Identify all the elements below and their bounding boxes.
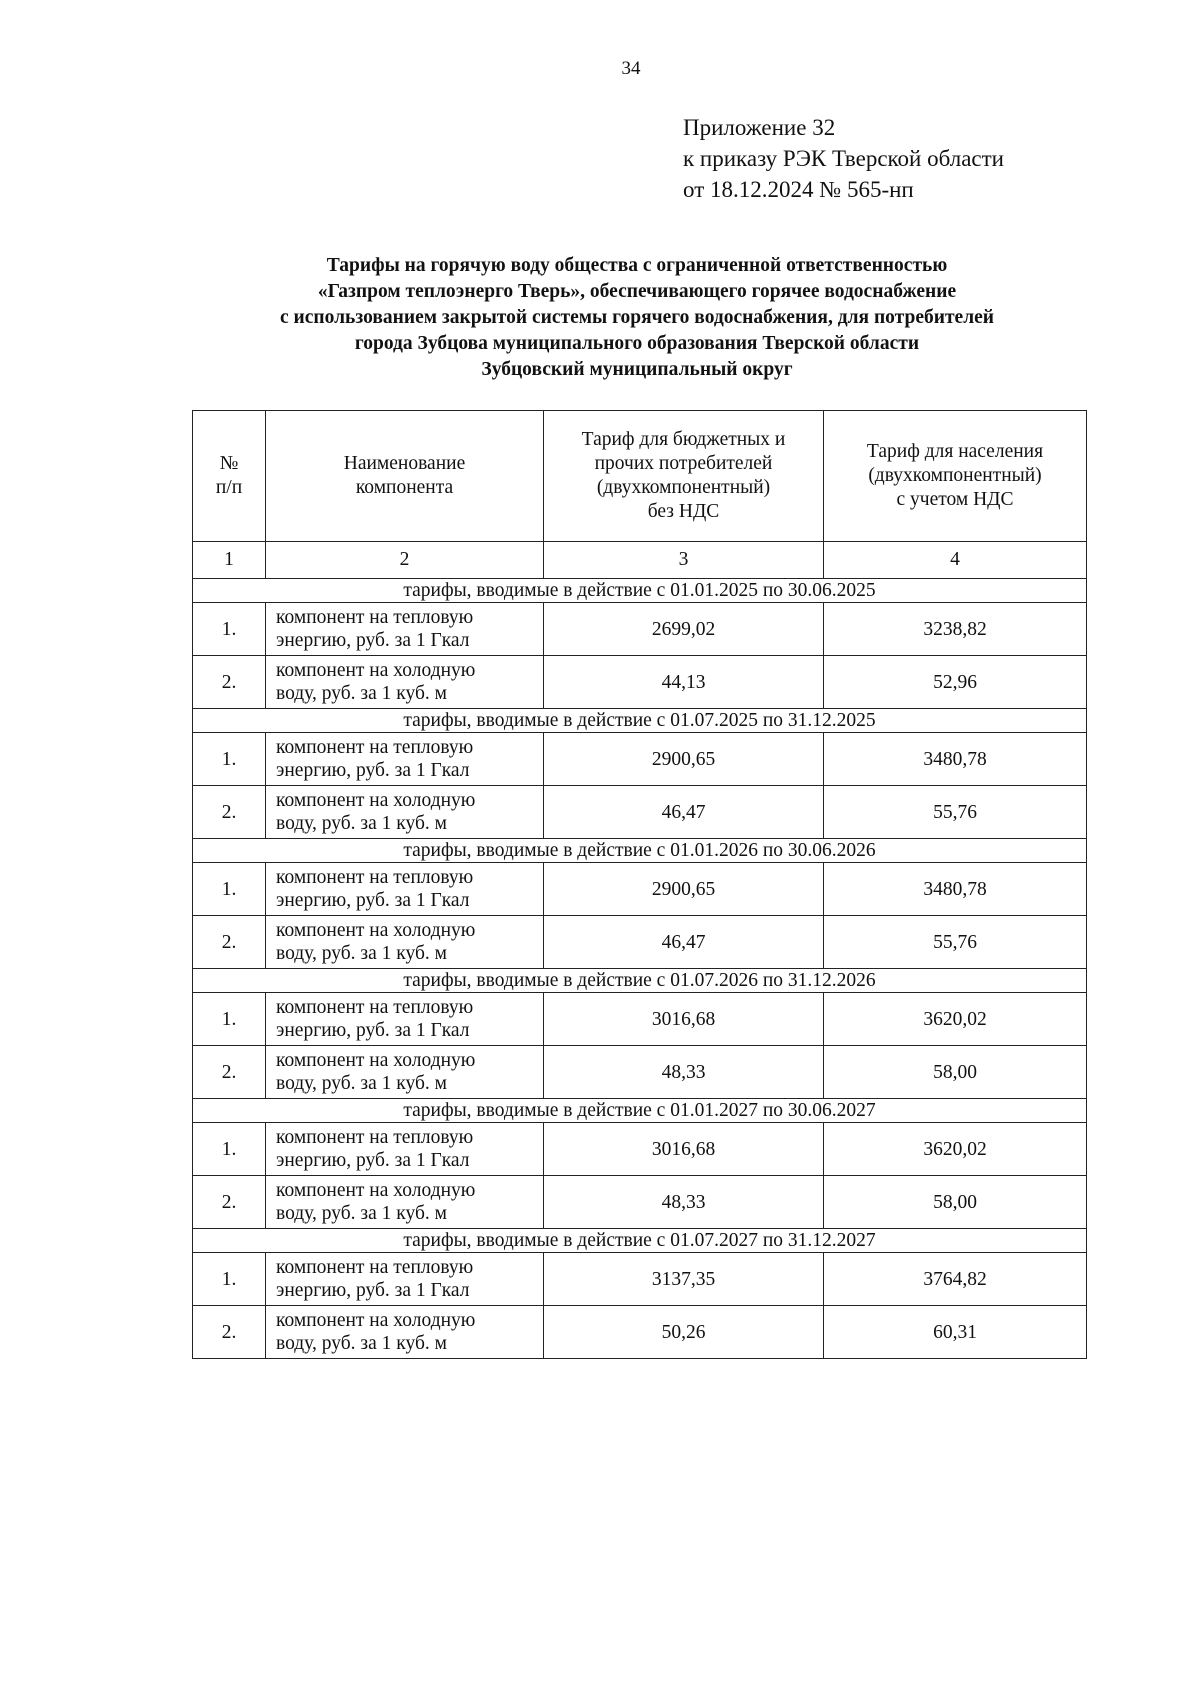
component-name: компонент на холодную воду, руб. за 1 куб. м <box>276 790 476 834</box>
header-component-text: Наименование компонента <box>343 453 466 498</box>
row-number-cell <box>193 1123 266 1176</box>
population-tariff-value: 55,76 <box>933 801 977 823</box>
row-number-cell <box>193 1176 266 1229</box>
row-number: 1. <box>221 618 237 640</box>
appendix-line: Приложение 32 <box>683 115 836 140</box>
column-number: 2 <box>266 542 544 579</box>
budget-tariff-value-cell <box>544 863 824 916</box>
component-name: компонент на тепловую энергию, руб. за 1 Гкал <box>276 1127 474 1171</box>
row-number: 1. <box>221 1268 237 1290</box>
period-label: тарифы, вводимые в действие с 01.07.2026 по 31.12.2026 <box>193 969 1087 993</box>
table-row <box>193 863 1087 916</box>
population-tariff-value: 3620,02 <box>923 1008 987 1030</box>
row-number-cell <box>193 863 266 916</box>
component-name-cell <box>266 656 544 709</box>
budget-tariff-value: 44,13 <box>661 671 706 693</box>
component-name: компонент на холодную воду, руб. за 1 куб. м <box>276 660 476 704</box>
component-name: компонент на тепловую энергию, руб. за 1 Гкал <box>276 737 474 781</box>
row-number-cell <box>193 733 266 786</box>
component-name-cell <box>266 993 544 1046</box>
row-number: 2. <box>221 1321 237 1343</box>
component-name: компонент на холодную воду, руб. за 1 куб. м <box>276 1050 476 1094</box>
tariff-table <box>192 410 1087 1359</box>
budget-tariff-value-cell <box>544 1306 824 1359</box>
period-row <box>193 969 1087 993</box>
column-number: 4 <box>824 542 1087 579</box>
header-number <box>193 411 266 542</box>
population-tariff-value-cell <box>824 786 1087 839</box>
component-name: компонент на тепловую энергию, руб. за 1 Гкал <box>276 867 474 911</box>
budget-tariff-value: 3137,35 <box>651 1268 716 1290</box>
population-tariff-value-cell <box>824 656 1087 709</box>
component-name: компонент на тепловую энергию, руб. за 1 Гкал <box>276 1257 474 1301</box>
table-row <box>193 993 1087 1046</box>
title-line: города Зубцова муниципального образования Тверской области <box>354 333 920 354</box>
component-name-cell <box>266 1046 544 1099</box>
row-number: 1. <box>221 1008 237 1030</box>
population-tariff-value: 58,00 <box>933 1061 977 1083</box>
population-tariff-value-cell <box>824 1046 1087 1099</box>
population-tariff-value-cell <box>824 1123 1087 1176</box>
population-tariff-value: 3480,78 <box>923 878 987 900</box>
budget-tariff-value: 48,33 <box>661 1061 706 1083</box>
component-name: компонент на тепловую энергию, руб. за 1 Гкал <box>276 997 474 1041</box>
budget-tariff-value-cell <box>544 1046 824 1099</box>
population-tariff-value: 3620,02 <box>923 1138 987 1160</box>
component-name-cell <box>266 1306 544 1359</box>
row-number-cell <box>193 1046 266 1099</box>
period-row <box>193 839 1087 863</box>
period-label: тарифы, вводимые в действие с 01.07.2027 по 31.12.2027 <box>193 1229 1087 1253</box>
budget-tariff-value-cell <box>544 1253 824 1306</box>
row-number-cell <box>193 993 266 1046</box>
population-tariff-value: 3764,82 <box>923 1268 987 1290</box>
table-row <box>193 1253 1087 1306</box>
period-label: тарифы, вводимые в действие с 01.01.2026 по 30.06.2026 <box>193 839 1087 863</box>
document-title <box>200 253 1074 383</box>
budget-tariff-value-cell <box>544 1123 824 1176</box>
title-line: Тарифы на горячую воду общества с ограниченной ответственностью <box>326 255 948 276</box>
header-component <box>266 411 544 542</box>
budget-tariff-value: 3016,68 <box>651 1138 716 1160</box>
budget-tariff-value-cell <box>544 786 824 839</box>
appendix-line: от 18.12.2024 № 565-нп <box>683 177 914 202</box>
component-name: компонент на холодную воду, руб. за 1 куб. м <box>276 920 476 964</box>
row-number-cell <box>193 656 266 709</box>
component-name-cell <box>266 1176 544 1229</box>
column-number: 3 <box>544 542 824 579</box>
row-number: 2. <box>221 1061 237 1083</box>
component-name: компонент на тепловую энергию, руб. за 1 Гкал <box>276 607 474 651</box>
component-name-cell <box>266 786 544 839</box>
table-row <box>193 733 1087 786</box>
period-row <box>193 579 1087 603</box>
header-number-text: № п/п <box>215 453 243 498</box>
appendix-line: к приказу РЭК Тверской области <box>683 146 1004 171</box>
column-number-row <box>193 542 1087 579</box>
budget-tariff-value: 2900,65 <box>651 748 716 770</box>
table-row <box>193 1123 1087 1176</box>
table-row <box>193 1176 1087 1229</box>
row-number: 2. <box>221 931 237 953</box>
row-number-cell <box>193 786 266 839</box>
table-row <box>193 603 1087 656</box>
budget-tariff-value: 2900,65 <box>651 878 716 900</box>
budget-tariff-value: 3016,68 <box>651 1008 716 1030</box>
budget-tariff-value-cell <box>544 603 824 656</box>
table-header-row <box>193 411 1087 542</box>
table-row <box>193 1306 1087 1359</box>
budget-tariff-value: 46,47 <box>661 931 706 953</box>
population-tariff-value: 3238,82 <box>923 618 987 640</box>
period-row <box>193 709 1087 733</box>
row-number: 2. <box>221 671 237 693</box>
component-name-cell <box>266 1123 544 1176</box>
title-line: с использованием закрытой системы горячего водоснабжения, для потребителей <box>279 307 995 328</box>
title-line: «Газпром теплоэнерго Тверь», обеспечивающего горячее водоснабжение <box>317 281 957 302</box>
population-tariff-value-cell <box>824 1253 1087 1306</box>
budget-tariff-value-cell <box>544 1176 824 1229</box>
population-tariff-value: 58,00 <box>933 1191 977 1213</box>
title-line: Зубцовский муниципальный округ <box>481 359 793 380</box>
appendix-reference <box>683 112 1004 205</box>
population-tariff-value-cell <box>824 993 1087 1046</box>
row-number-cell <box>193 1253 266 1306</box>
population-tariff-value-cell <box>824 733 1087 786</box>
row-number: 2. <box>221 1191 237 1213</box>
component-name-cell <box>266 916 544 969</box>
budget-tariff-value: 48,33 <box>661 1191 706 1213</box>
population-tariff-value-cell <box>824 1306 1087 1359</box>
component-name-cell <box>266 603 544 656</box>
budget-tariff-value-cell <box>544 993 824 1046</box>
tariff-table-body <box>193 411 1087 1359</box>
row-number: 1. <box>221 1138 237 1160</box>
row-number-cell <box>193 1306 266 1359</box>
population-tariff-value: 52,96 <box>933 671 977 693</box>
population-tariff-value-cell <box>824 863 1087 916</box>
budget-tariff-value: 2699,02 <box>651 618 716 640</box>
row-number-cell <box>193 916 266 969</box>
budget-tariff-value: 50,26 <box>661 1321 706 1343</box>
row-number-cell <box>193 603 266 656</box>
table-row <box>193 1046 1087 1099</box>
population-tariff-value-cell <box>824 603 1087 656</box>
page-number: 34 <box>621 58 641 79</box>
table-row <box>193 656 1087 709</box>
period-row <box>193 1099 1087 1123</box>
budget-tariff-value-cell <box>544 916 824 969</box>
budget-tariff-value-cell <box>544 733 824 786</box>
header-budget-tariff-text: Тариф для бюджетных и прочих потребителей (двухкомпонентный) без НДС <box>581 429 786 522</box>
component-name: компонент на холодную воду, руб. за 1 куб. м <box>276 1310 476 1354</box>
component-name-cell <box>266 1253 544 1306</box>
population-tariff-value-cell <box>824 916 1087 969</box>
budget-tariff-value: 46,47 <box>661 801 706 823</box>
row-number: 1. <box>221 878 237 900</box>
header-population-tariff <box>824 411 1087 542</box>
period-label: тарифы, вводимые в действие с 01.07.2025 по 31.12.2025 <box>193 709 1087 733</box>
budget-tariff-value-cell <box>544 656 824 709</box>
row-number: 2. <box>221 801 237 823</box>
header-budget-tariff <box>544 411 824 542</box>
population-tariff-value: 60,31 <box>933 1321 977 1343</box>
population-tariff-value-cell <box>824 1176 1087 1229</box>
population-tariff-value: 55,76 <box>933 931 977 953</box>
header-population-tariff-text: Тариф для населения (двухкомпонентный) с учетом НДС <box>866 441 1044 510</box>
table-row <box>193 786 1087 839</box>
column-number: 1 <box>193 542 266 579</box>
population-tariff-value: 3480,78 <box>923 748 987 770</box>
table-row <box>193 916 1087 969</box>
row-number: 1. <box>221 748 237 770</box>
component-name-cell <box>266 863 544 916</box>
component-name: компонент на холодную воду, руб. за 1 куб. м <box>276 1180 476 1224</box>
period-row <box>193 1229 1087 1253</box>
period-label: тарифы, вводимые в действие с 01.01.2025 по 30.06.2025 <box>193 579 1087 603</box>
component-name-cell <box>266 733 544 786</box>
period-label: тарифы, вводимые в действие с 01.01.2027 по 30.06.2027 <box>193 1099 1087 1123</box>
